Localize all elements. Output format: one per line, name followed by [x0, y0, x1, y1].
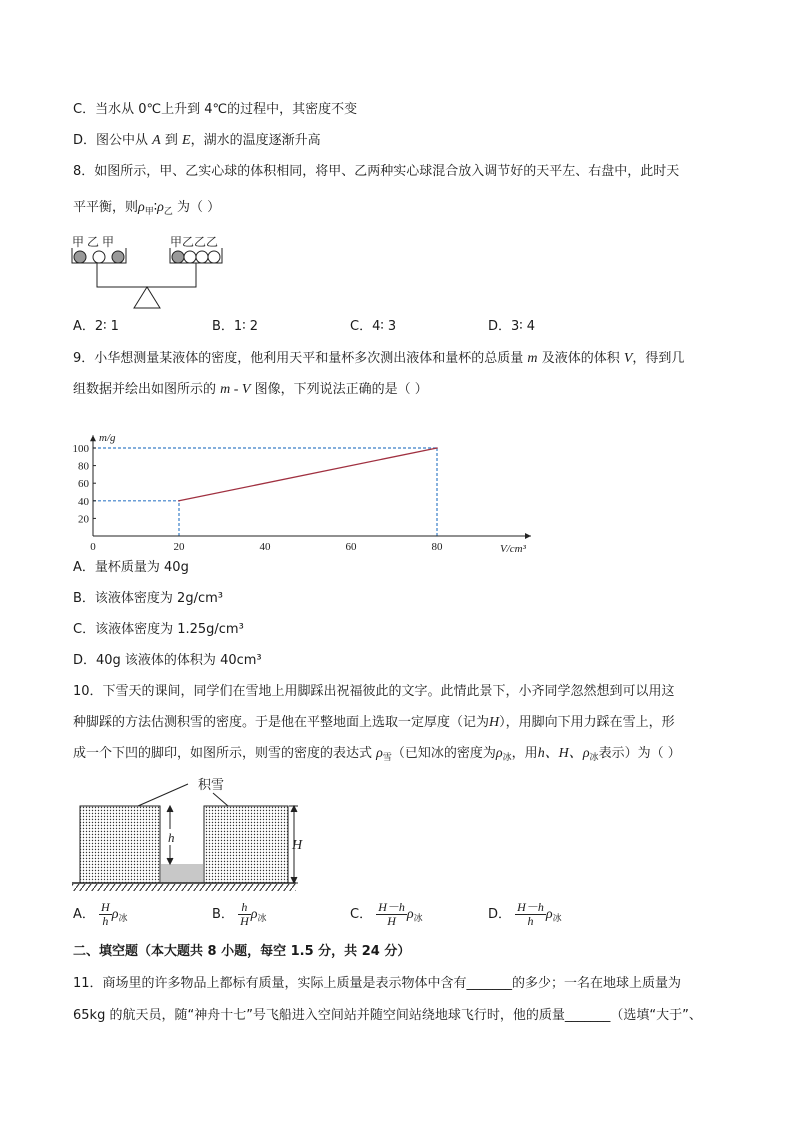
ball-jia [74, 251, 86, 263]
ball-jia [112, 251, 124, 263]
q9-option-d: D．40g 该液体的体积为 40cm³ [73, 653, 262, 668]
q11-stem-line2: 65kg 的航天员，随“神舟十七”号飞船进入空间站并随空间站绕地球飞行时，他的质量_______（选填“大于”、 [73, 1008, 702, 1023]
option-letter: D． [488, 907, 512, 922]
q9-stem-line2 [73, 381, 428, 399]
fraction-denominator: h [527, 914, 534, 928]
q7-option-c: C．当水从 0℃上升到 4℃的过程中，其密度不变 [73, 102, 358, 117]
rho-symbol: ρ [545, 907, 553, 922]
q9-option-c: C．该液体密度为 1.25g/cm³ [73, 622, 244, 637]
y-axis-label: m/g [99, 432, 116, 445]
option-letter: A． [73, 907, 95, 922]
q10-option-b [212, 898, 266, 932]
sub-ice: 冰 [257, 914, 267, 924]
label-leader [138, 784, 188, 806]
ball-yi [93, 251, 105, 263]
x-axis-arrow-icon [525, 533, 531, 539]
ball-yi [184, 251, 196, 263]
x-tick-label: 20 [173, 541, 185, 553]
data-point [436, 447, 438, 449]
fraction-numerator: H－h [378, 900, 405, 914]
y-tick-label: 60 [78, 478, 89, 491]
q8-stem-line2 [73, 199, 220, 218]
h-label: h [168, 830, 175, 845]
snow-block-left [80, 806, 160, 883]
sub-yi: 乙 [163, 207, 173, 217]
section-title: 二、填空题（本大题共 8 小题，每空 1.5 分，共 24 分） [73, 944, 411, 959]
fraction-denominator: h [102, 914, 109, 928]
y-axis-arrow-icon [90, 435, 96, 441]
var-h-upper: H [489, 715, 500, 730]
ball-yi [196, 251, 208, 263]
q8-option-a: A．2∶ 1 [73, 319, 119, 334]
fraction-numerator: H [101, 900, 110, 914]
q7-option-d-a: A [152, 133, 161, 148]
q10-option-c [350, 898, 423, 932]
q9-stem-line2-pre: 组数据并绘出如图所示的 [73, 382, 217, 397]
q7-option-d-e: E [182, 133, 191, 148]
var-m: m [527, 351, 538, 366]
y-tick-label: 100 [72, 443, 89, 455]
balance-beam [97, 263, 196, 287]
rho-symbol: ρ [495, 746, 503, 761]
q10-vars: h、H、 [537, 746, 583, 761]
x-tick-label: 0 [90, 541, 96, 553]
q10-stem-line3-mid: （已知冰的密度为 [391, 746, 496, 761]
q9-stem-line1-pre: 9．小华想测量某液体的密度，他利用天平和量杯多次测出液体和量杯的总质量 [73, 351, 524, 366]
fraction [99, 901, 112, 928]
arrow-icon [167, 806, 173, 812]
series-line [179, 448, 437, 501]
ball-yi [208, 251, 220, 263]
q7-option-d [73, 132, 321, 150]
fraction [515, 901, 546, 928]
compressed-snow [161, 864, 203, 883]
q9-option-b: B．该液体密度为 2g/cm³ [73, 591, 223, 606]
fraction [376, 901, 407, 928]
q8-option-b: B．1∶ 2 [212, 319, 258, 334]
q9-stem-line1-mid: 及液体的体积 [541, 351, 620, 366]
q9-stem-line1 [73, 350, 684, 368]
q8-stem-line2-pre: 平平衡，则 [73, 200, 139, 215]
ball-jia [172, 251, 184, 263]
right-pan-labels: 甲乙乙乙 [170, 235, 219, 249]
mv-graph-label: m - V [220, 382, 251, 397]
label-leader [213, 793, 228, 806]
q10-stem-line2-post: ），用脚向下用力踩在雪上，形 [499, 715, 675, 730]
fulcrum [134, 287, 160, 308]
arrow-icon [167, 858, 173, 864]
left-pan-labels: 甲 乙 甲 [72, 235, 115, 249]
sub-ice: 冰 [589, 753, 599, 763]
ground-hatch [72, 884, 296, 891]
q10-stem-line3-pre: 成一个下凹的脚印，如图所示，则雪的密度的表达式 [73, 746, 373, 761]
fraction-numerator: H－h [517, 900, 544, 914]
q8-option-d: D．3∶ 4 [488, 319, 536, 334]
arrow-icon [291, 877, 297, 883]
snow-block-right [204, 806, 288, 883]
snow-label: 积雪 [198, 777, 225, 792]
x-axis-label: V/cm³ [500, 543, 526, 555]
arrow-icon [291, 806, 297, 812]
q10-stem-line3-post: 表示）为（ ） [598, 746, 681, 761]
sub-ice: 冰 [552, 914, 562, 924]
mv-chart [70, 408, 526, 555]
sub-jia: 甲 [144, 207, 154, 217]
data-point [178, 500, 180, 502]
var-v: V [623, 351, 633, 366]
rho-symbol: ρ [138, 200, 145, 215]
rho-symbol: ρ [376, 746, 383, 761]
balance-figure [70, 232, 230, 312]
q9-option-a: A．量杯质量为 40g [73, 560, 189, 575]
fraction [238, 901, 251, 928]
rho-symbol: ρ [157, 200, 164, 215]
rho-symbol: ρ [111, 907, 119, 922]
rho-symbol: ρ [406, 907, 414, 922]
rho-symbol: ρ [250, 907, 258, 922]
rho-symbol: ρ [582, 746, 590, 761]
y-tick-label: 20 [78, 513, 89, 526]
q8-stem-line2-post: 为（ ） [177, 200, 221, 215]
q10-option-d [488, 898, 562, 932]
fraction-denominator: H [387, 914, 396, 928]
q8-stem-line1: 8．如图所示，甲、乙实心球的体积相同，将甲、乙两种实心球混合放入调节好的天平左、右盘中，此时天 [73, 164, 680, 179]
H-label: H [292, 838, 303, 853]
q10-stem-line3 [73, 745, 681, 764]
q8-option-c: C．4∶ 3 [350, 319, 397, 334]
q9-stem-line1-post: ，得到几 [632, 351, 685, 366]
x-tick-label: 60 [345, 541, 357, 553]
y-tick-label: 40 [78, 495, 89, 508]
q10-stem-line3-mid2: ，用 [511, 746, 538, 761]
sub-ice: 冰 [502, 753, 512, 763]
x-tick-label: 80 [431, 541, 443, 553]
q11-stem-line1: 11．商场里的许多物品上都标有质量，实际上质量是表示物体中含有_______的多少；一名在地球上质量为 [73, 976, 682, 991]
q10-stem-line1: 10．下雪天的课间，同学们在雪地上用脚踩出祝福彼此的文字。此情此景下，小齐同学忽然想到可以用这 [73, 684, 675, 699]
snow-figure [70, 776, 310, 892]
fraction-numerator: h [238, 901, 251, 915]
sub-snow: 雪 [382, 753, 392, 763]
q9-stem-line2-post: 图像，下列说法正确的是（ ） [254, 382, 428, 397]
fraction-denominator: H [240, 914, 249, 928]
q7-option-d-post: ，湖水的温度逐渐升高 [190, 133, 321, 148]
q7-option-d-pre: D．图公中从 [73, 133, 149, 148]
option-letter: C． [350, 907, 373, 922]
y-tick-label: 80 [78, 460, 89, 473]
sub-ice: 冰 [118, 914, 128, 924]
q10-stem-line2-pre: 种脚踩的方法估测积雪的密度。于是他在平整地面上选取一定厚度（记为 [73, 715, 490, 730]
q10-stem-line2 [73, 714, 675, 732]
q7-option-d-mid: 到 [164, 133, 178, 148]
sub-ice: 冰 [413, 914, 423, 924]
option-letter: B． [212, 907, 234, 922]
q10-option-a [73, 898, 127, 932]
ratio-colon: ∶ [153, 200, 158, 215]
x-tick-label: 40 [259, 541, 271, 553]
